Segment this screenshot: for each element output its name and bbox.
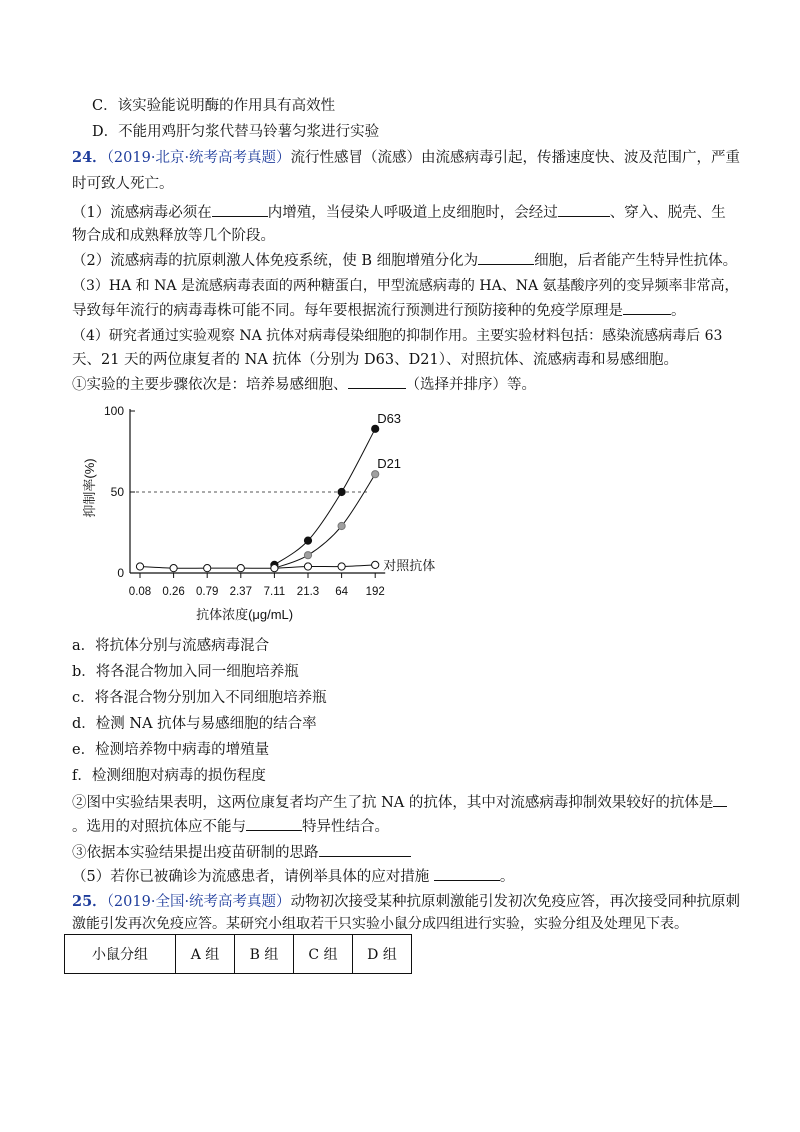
step-question-3	[72, 842, 411, 863]
data-point-control	[304, 563, 311, 570]
x-tick-label: 0.08	[128, 586, 152, 598]
part-3-end: 。	[671, 303, 686, 319]
data-point-control	[338, 563, 345, 570]
y-tick-label: 100	[103, 404, 124, 418]
x-axis-label: 抗体浓度(μg/mL)	[196, 607, 294, 622]
answer-blank[interactable]	[246, 816, 302, 831]
step-question-1-text-a: ①实验的主要步骤依次是：培养易感细胞、	[72, 377, 348, 393]
y-tick-label: 50	[110, 485, 124, 499]
mouse-group-table	[64, 934, 412, 974]
question-number: 24．	[72, 149, 107, 166]
table-header-cell: D 组	[353, 935, 412, 974]
data-point-d21	[372, 471, 379, 478]
part-1	[72, 202, 726, 223]
table-header-cell: C 组	[294, 935, 353, 974]
answer-blank[interactable]	[434, 866, 500, 881]
question-stem-cont: 激能引发再次免疫应答。某研究小组取若干只实验小鼠分成四组进行实验，实验分组及处理见下表。	[72, 916, 688, 932]
question-source: （2019·全国·统考高考真题）	[106, 894, 291, 910]
question-source: （2019·北京·统考高考真题）	[106, 150, 291, 166]
data-point-control	[170, 565, 177, 572]
chart-axes	[130, 409, 385, 578]
series-line-d21	[274, 474, 375, 568]
answer-blank[interactable]	[623, 300, 671, 315]
part-1-cont: 物合成和成熟释放等几个阶段。	[72, 228, 275, 244]
y-tick-label: 0	[117, 566, 124, 580]
question-stem: 流行性感冒（流感）由流感病毒引起，传播速度快、波及范围广，严重	[290, 150, 741, 166]
data-point-d63	[338, 488, 345, 495]
option-c: C．该实验能说明酶的作用具有高效性	[92, 98, 336, 114]
data-point-control	[204, 565, 211, 572]
part-1-text-b: 内增殖，当侵染人呼吸道上皮细胞时，会经过	[267, 205, 558, 221]
x-tick-label: 192	[365, 586, 385, 598]
data-point-d63	[304, 537, 311, 544]
step-question-2-text-a: ②图中实验结果表明，这两位康复者均产生了抗 NA 的抗体，其中对流感病毒抑制效果较好的抗体是	[72, 795, 714, 811]
step-question-3-text: ③依据本实验结果提出疫苗研制的思路	[72, 845, 319, 861]
table-header-cell: 小鼠分组	[65, 935, 176, 974]
option-d: D．不能用鸡肝匀浆代替马铃薯匀浆进行实验	[92, 124, 380, 140]
answer-blank[interactable]	[212, 202, 268, 217]
step-question-2-cont	[72, 816, 389, 837]
step-question-1-text-b: （选择并排序）等。	[405, 377, 536, 393]
answer-blank[interactable]	[713, 792, 727, 807]
part-4-cont: 天、21 天的两位康复者的 NA 抗体（分别为 D63、D21）、对照抗体、流感病毒和易感细胞。	[72, 352, 678, 368]
part-5: （5）若你已被确诊为流感患者，请例举具体的应对措施 。	[72, 866, 514, 887]
part-1-text-c: 、穿入、脱壳、生	[609, 205, 726, 221]
part-3-cont	[72, 300, 686, 321]
answer-blank[interactable]	[319, 842, 411, 857]
part-2-text-b: 细胞，后者能产生特异性抗体。	[534, 253, 738, 269]
step-question-1	[72, 374, 536, 395]
step-option-f: f．检测细胞对病毒的损伤程度	[72, 768, 266, 784]
x-tick-label: 0.79	[196, 586, 219, 598]
question-number: 25．	[72, 893, 107, 910]
answer-blank[interactable]	[478, 250, 534, 265]
step-option-b: b．将各混合物加入同一细胞培养瓶	[72, 664, 299, 680]
step-question-2-text-b: 。选用的对照抗体应不能与	[72, 819, 246, 835]
table-header-cell: A 组	[176, 935, 235, 974]
data-point-d21	[338, 522, 345, 529]
x-tick-label: 0.26	[162, 586, 185, 598]
part-5-text: （5）若你已被确诊为流感患者，请例举具体的应对措施	[72, 869, 430, 885]
step-option-a: a．将抗体分别与流感病毒混合	[72, 638, 270, 654]
answer-blank[interactable]	[558, 202, 610, 217]
table-row	[65, 935, 412, 974]
series-label-control: 对照抗体	[383, 557, 436, 573]
x-tick-label: 64	[335, 586, 348, 598]
part-3: （3）HA 和 NA 是流感病毒表面的两种糖蛋白，甲型流感病毒的 HA、NA 氨基酸序列的变异频率非常高，	[72, 278, 739, 294]
part-4: （4）研究者通过实验观察 NA 抗体对病毒侵染细胞的抑制作用。主要实验材料包括：感染流感病毒后 63	[72, 328, 723, 344]
chart-series	[136, 425, 378, 572]
x-tick-label: 21.3	[296, 586, 320, 598]
data-point-control	[372, 561, 379, 568]
step-question-2	[72, 792, 727, 813]
chart-labels	[82, 404, 435, 622]
x-tick-label: 7.11	[263, 586, 286, 598]
data-point-d63	[372, 425, 379, 432]
step-question-2-text-c: 特异性结合。	[302, 819, 389, 835]
part-2	[72, 250, 737, 271]
inhibition-rate-chart	[68, 398, 468, 630]
step-option-c: c．将各混合物分别加入不同细胞培养瓶	[72, 690, 327, 706]
answer-blank[interactable]	[348, 374, 406, 389]
step-option-e: e．检测培养物中病毒的增殖量	[72, 742, 270, 758]
question-stem-cont: 时可致人死亡。	[72, 176, 174, 192]
part-2-text-a: （2）流感病毒的抗原刺激人体免疫系统，使 B 细胞增殖分化为	[72, 253, 479, 269]
x-tick-label: 2.37	[229, 586, 252, 598]
question-24-header	[72, 148, 740, 168]
series-label-d21: D21	[377, 456, 402, 472]
series-label-d63: D63	[377, 410, 402, 426]
table-header-cell: B 组	[235, 935, 294, 974]
data-point-control	[237, 565, 244, 572]
part-3-text: 导致每年流行的病毒毒株可能不同。每年要根据流行预测进行预防接种的免疫学原理是	[72, 303, 623, 319]
question-stem: 动物初次接受某种抗原刺激能引发初次免疫应答，再次接受同种抗原刺	[290, 894, 741, 910]
step-option-d: d．检测 NA 抗体与易感细胞的结合率	[72, 716, 317, 732]
series-line-d63	[274, 429, 375, 565]
y-axis-label: 抑制率(%)	[82, 458, 97, 518]
data-point-d21	[304, 552, 311, 559]
data-point-control	[271, 565, 278, 572]
part-1-text-a: （1）流感病毒必须在	[72, 205, 212, 221]
question-25-header	[72, 892, 740, 912]
data-point-control	[136, 563, 143, 570]
